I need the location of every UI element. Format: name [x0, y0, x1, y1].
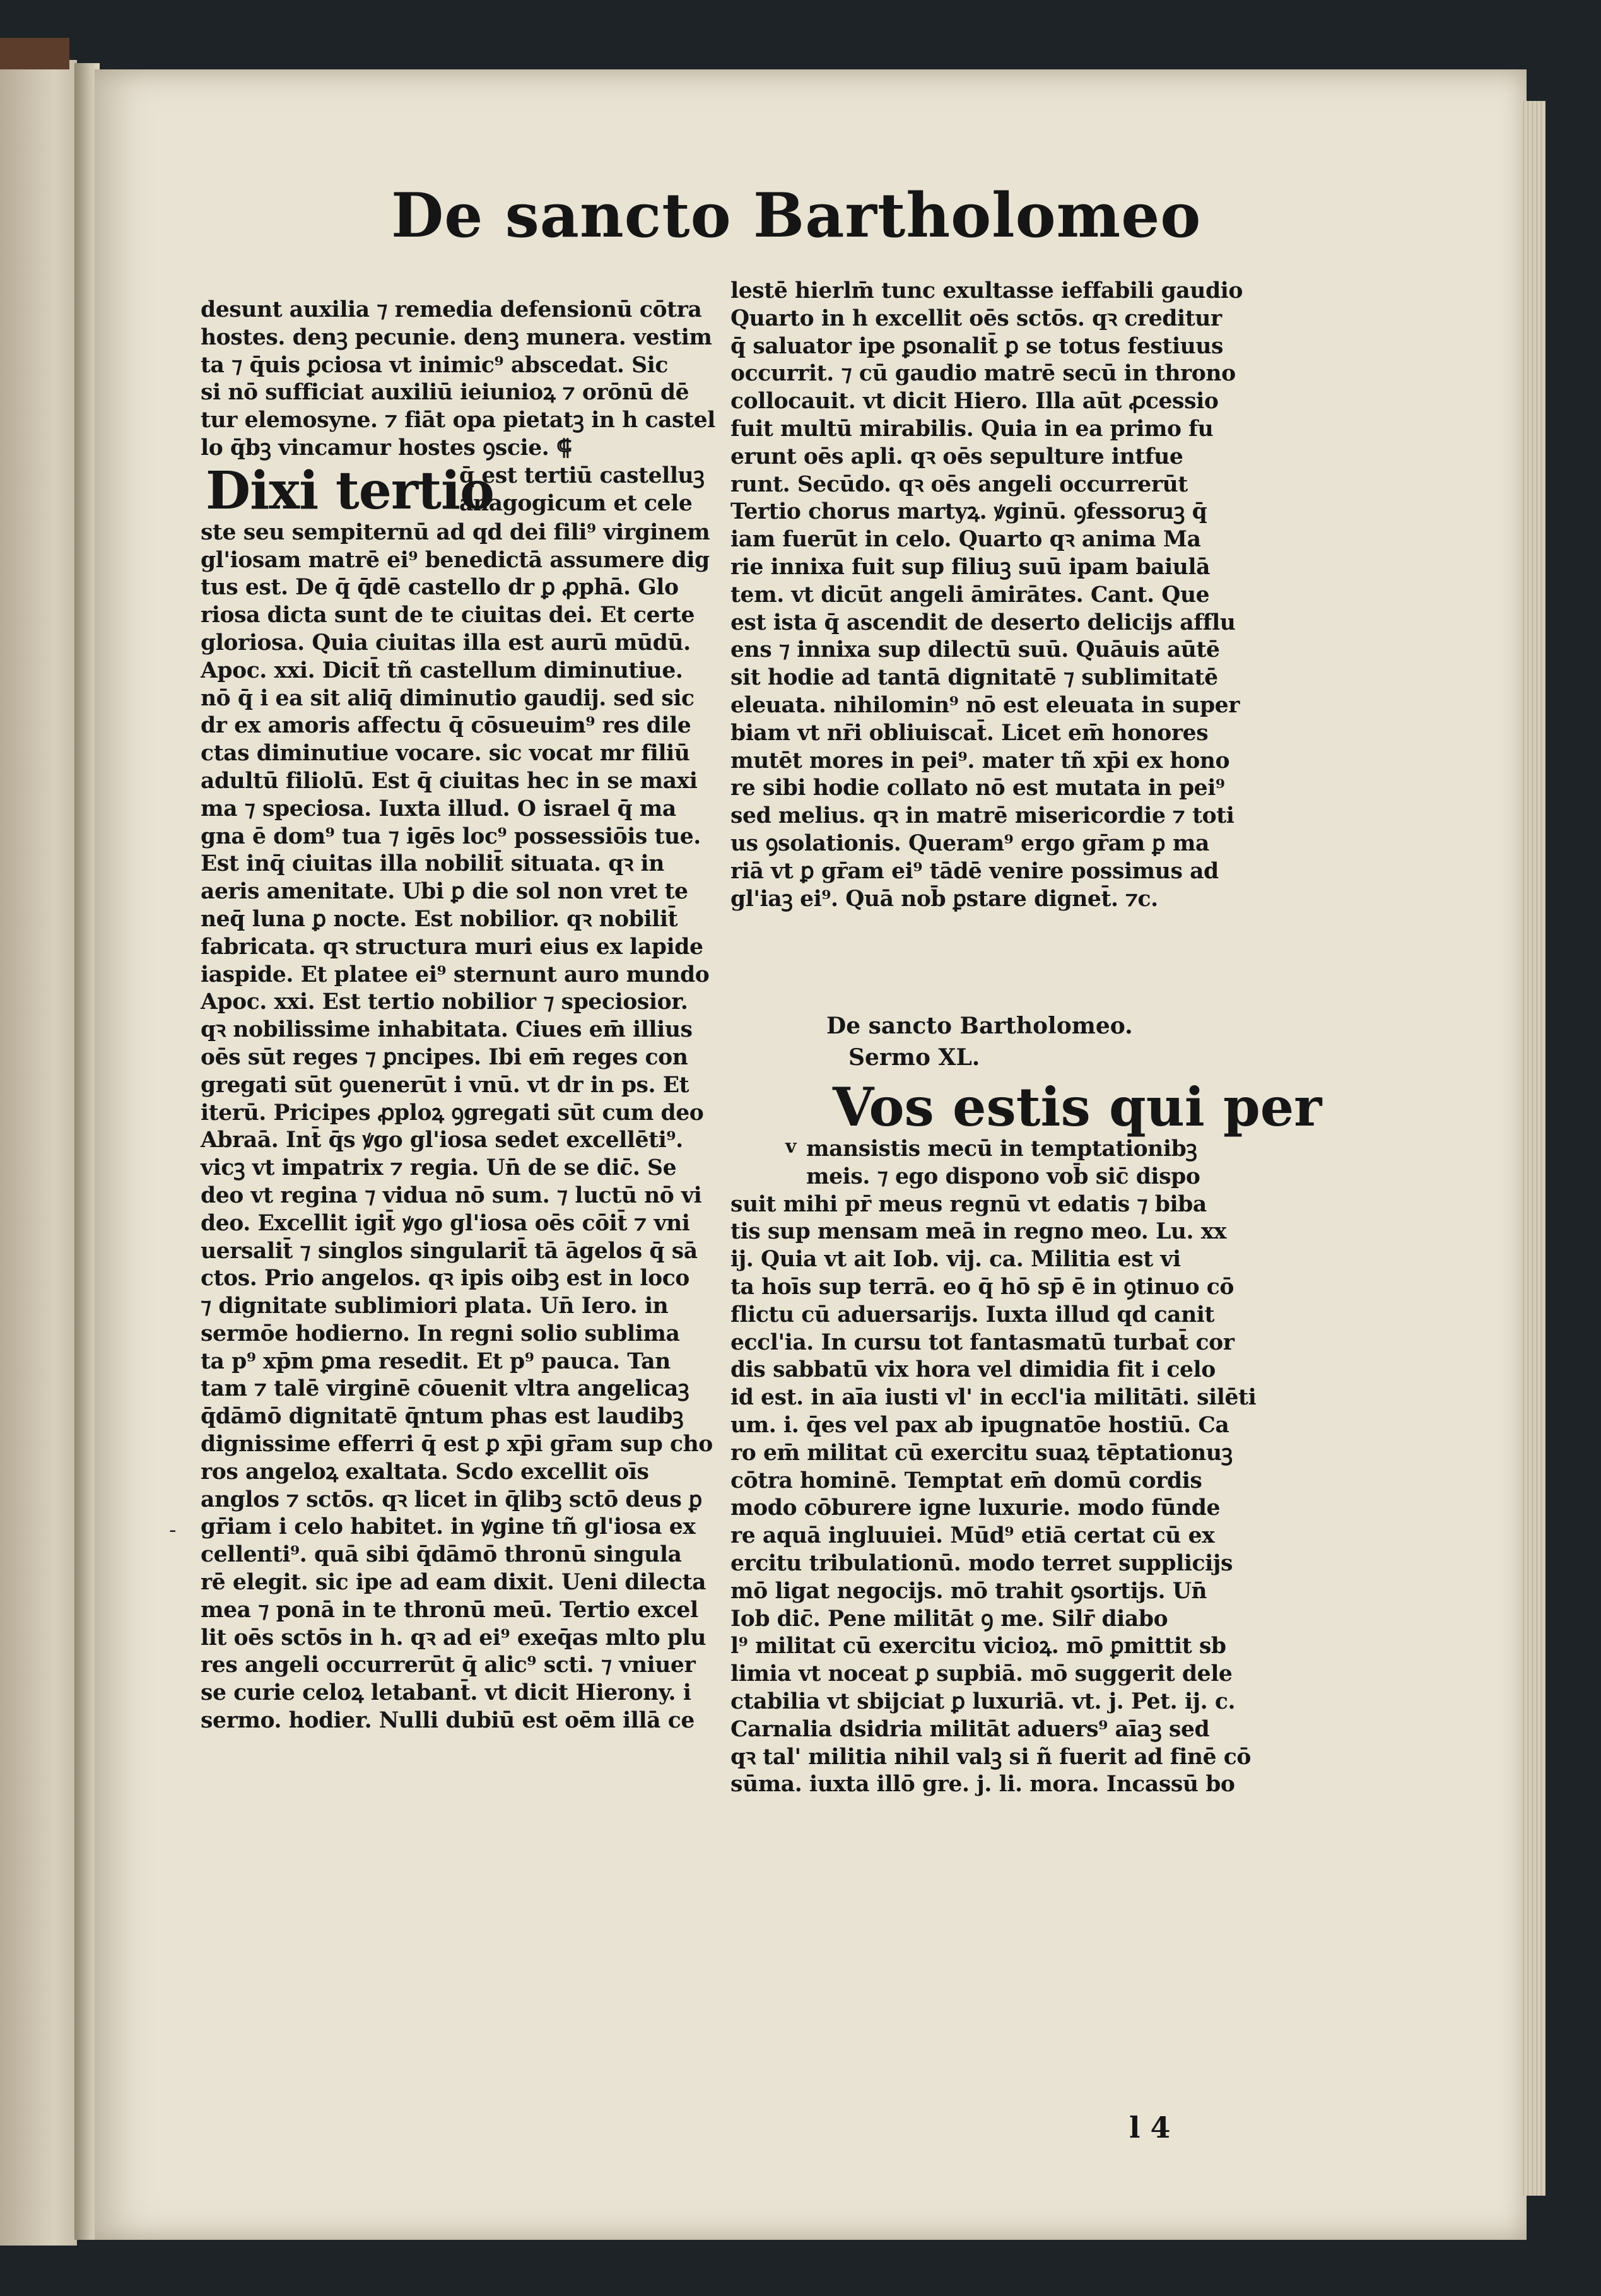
left-column-body-lines: [201, 519, 713, 1735]
text-line: gl'iaꝫ ei⁹. Quā nob̄ ꝑstare dignet̄. ⁊c.: [730, 886, 1158, 912]
text-line: aeris amenitate. Ubi ꝑ die sol non vret te: [201, 879, 688, 905]
initial-block: [201, 462, 705, 519]
text-line: Abraā. Int̄ q̄s ꝟgo gl'iosa sedet excellēti⁹.: [201, 1127, 683, 1153]
text-line: sit hodie ad tantā dignitatē ⁊ sublimitatē: [730, 665, 1218, 691]
text-line: qꝛ tal' militia nihil valꝫ si ñ fuerit ad finē cō: [730, 1744, 1251, 1770]
text-line: res angeli occurrerūt q̄ alic⁹ scti. ⁊ vniuer: [201, 1652, 696, 1678]
text-line: vicꝫ vt impatrix ⁊ regia. Un̄ de se dic̄. Se: [201, 1155, 677, 1181]
text-line: fabricata. qꝛ structura muri eius ex lapide: [201, 934, 703, 960]
text-line: adultū filiolū. Est q̄ ciuitas hec in se maxi: [201, 768, 698, 794]
text-line: ⁊ dignitate sublimiori plata. Un̄ Iero. in: [201, 1293, 669, 1319]
text-line: riā vt ꝑ gr̄am ei⁹ tādē venire possimus ad: [730, 858, 1219, 884]
text-line: sed melius. qꝛ in matrē misericordie ⁊ toti: [730, 803, 1234, 829]
text-line: eleuata. nihilomin⁹ nō est eleuata in super: [730, 692, 1240, 718]
text-line: tus est. De q̄ q̄dē castello dr ꝑ ꝓphā. Glo: [201, 575, 679, 601]
text-line: rie innixa fuit sup filiuꝫ suū ipam baiulā: [730, 554, 1211, 580]
text-line: ij. Quia vt ait Iob. vij. ca. Militia est vi: [730, 1247, 1181, 1273]
text-line: ctabilia vt sbijciat ꝑ luxuriā. vt. j. Pet. ij. c.: [730, 1688, 1236, 1714]
text-line: gr̄iam i celo habitet. in ꝟgine tñ gl'iosa ex: [201, 1514, 696, 1540]
text-line: nō q̄ i ea sit aliq̄ diminutio gaudij. sed sic: [201, 685, 695, 711]
text-line: iam fuerūt in celo. Quarto qꝛ anima Ma: [730, 527, 1201, 553]
text-line: Iob dic̄. Pene militāt ꝯ me. Silr̄ diabo: [730, 1606, 1168, 1632]
initial-word: Dixi tertio: [206, 460, 494, 521]
text-line: tam ⁊ talē virginē cōuenit vltra angelicaꝫ: [201, 1376, 689, 1402]
text-line: Tertio chorus martyꝝ. ꝟginū. ꝯfessoruꝫ q̄: [730, 499, 1207, 525]
margin-mark: -: [169, 1517, 177, 1543]
right-column: [730, 278, 1243, 913]
text-line: re sibi hodie collato nō est mutata in pei⁹: [730, 775, 1225, 801]
text-line: Est inq̄ ciuitas illa nobilit̄ situata. qꝛ in: [201, 851, 664, 877]
text-line: ctos. Prio angelos. qꝛ ipis oibꝫ est in loco: [201, 1266, 689, 1292]
text-line: sermo. hodier. Nulli dubiū est oēm illā ce: [201, 1708, 695, 1734]
text-line: gl'iosam matrē ei⁹ benedictā assumere dig: [201, 547, 710, 573]
text-line: re aquā ingluuiei. Mūd⁹ etiā certat cū ex: [730, 1523, 1215, 1549]
text-line: l⁹ militat cū exercitu vicioꝝ. mō ꝑmittit sb: [730, 1634, 1226, 1659]
text-line: lo q̄bꝫ vincamur hostes ꝯscie. ⸿: [201, 435, 572, 461]
text-line: sermōe hodierno. In regni solio sublima: [201, 1321, 680, 1346]
text-line: modo cōburere igne luxurie. modo fūnde: [730, 1495, 1221, 1521]
text-line: Carnalia dsidria militāt aduers⁹ aīaꝫ sed: [730, 1716, 1210, 1742]
page-stack-edge: [1520, 101, 1545, 2196]
text-line: cellenti⁹. quā sibi q̄dāmō thronū singula: [201, 1542, 682, 1568]
text-line: ens ⁊ innixa sup dilectū suū. Quāuis aūtē: [730, 637, 1220, 663]
left-column: [201, 297, 715, 1735]
text-line: gloriosa. Quia ciuitas illa est aurū mūdū.: [201, 630, 691, 656]
text-line: us ꝯsolationis. Queram⁹ ergo gr̄am ꝑ ma: [730, 830, 1209, 856]
text-line: um. i. q̄es vel pax ab ipugnatōe hostiū. Ca: [730, 1412, 1229, 1438]
initial-side-lines: [459, 462, 704, 518]
right-column-top-lines: [730, 278, 1243, 913]
right-column-sermon-lines: [730, 1136, 1257, 1799]
text-line: q̄ saluator ipe ꝑsonalit̄ ꝑ se totus festiuus: [730, 333, 1224, 359]
text-line: qꝛ nobilissime inhabitata. Ciues em̄ illius: [201, 1017, 693, 1043]
running-head: De sancto Bartholomeo: [391, 180, 1202, 251]
text-line: gregati sūt ꝯuenerūt i vnū. vt dr in ps. Et: [201, 1072, 689, 1098]
text-line: se curie celoꝝ letabant̄. vt dicit Hierony. i: [201, 1680, 691, 1706]
text-line: dignissime efferri q̄ est ꝑ xp̄i gr̄am sup cho: [201, 1432, 713, 1457]
text-line: tur elemosyne. ⁊ fiāt opa pietatꝫ in h castel: [201, 408, 715, 433]
margin-letter-v: v: [785, 1136, 797, 1158]
text-line: hostes. denꝫ pecunie. denꝫ munera. vestim: [201, 324, 712, 350]
text-line: collocauit. vt dicit Hiero. Illa aūt ꝓcessio: [730, 389, 1219, 415]
text-line: biam vt nr̄i obliuiscat̄. Licet em̄ honores: [730, 720, 1209, 746]
text-line: uersalit̄ ⁊ singlos singularit̄ tā āgelos q̄ sā: [201, 1238, 698, 1264]
text-line: cōtra hominē. Temptat em̄ domū cordis: [730, 1468, 1202, 1493]
text-line: Apoc. xxi. Est tertio nobilior ⁊ speciosior.: [201, 989, 688, 1015]
text-line: deo. Excellit igit̄ ꝟgo gl'iosa oēs cōit̄ ⁊ vni: [201, 1210, 690, 1236]
text-line: erunt oēs apli. qꝛ oēs sepulture intfue: [730, 444, 1183, 469]
left-column-top-lines: [201, 297, 715, 462]
text-line: ma ⁊ speciosa. Iuxta illud. O israel q̄ ma: [201, 796, 676, 821]
text-line: dis sabbatū vix hora vel dimidia fit i celo: [730, 1357, 1216, 1383]
text-line: ta hoīs sup terrā. eo q̄ hō sp̄ ē in ꝯtinuo cō: [730, 1274, 1234, 1300]
text-line: occurrit. ⁊ cū gaudio matrē secū in throno: [730, 361, 1236, 387]
text-line: rē elegit. sic ipe ad eam dixit. Ueni dilecta: [201, 1570, 707, 1596]
text-line: id est. in aīa iusti vl' in eccl'ia militāti. silēti: [730, 1385, 1257, 1411]
text-line: ste seu sempiternū ad qd dei fili⁹ virginem: [201, 519, 710, 545]
text-line: si nō sufficiat auxiliū ieiunioꝝ ⁊ orōnū dē: [201, 380, 689, 406]
text-line: ercitu tribulationū. modo terret supplicijs: [730, 1550, 1233, 1576]
left-page-binding: [0, 38, 69, 69]
text-line: Quarto in h excellit oēs sctōs. qꝛ creditur: [730, 305, 1222, 331]
sermon-title: De sancto Bartholomeo.: [826, 1013, 1133, 1039]
left-page-edge: [0, 60, 77, 2246]
text-line: fuit multū mirabilis. Quia in ea primo fu: [730, 416, 1214, 442]
text-line: flictu cū aduersarijs. Iuxta illud qd canit: [730, 1302, 1215, 1328]
text-line: neq̄ luna ꝑ nocte. Est nobilior. qꝛ nobilit̄: [201, 906, 678, 932]
text-line: ros angeloꝝ exaltata. Scdo excellit oīs: [201, 1459, 649, 1485]
text-line: est ista q̄ ascendit de deserto delicijs afflu: [730, 609, 1236, 635]
text-line: mansistis mecū in temptationibꝫ: [806, 1136, 1197, 1162]
text-line: q̄ est tertiū castelluꝫ: [459, 462, 705, 488]
text-line: mea ⁊ ponā in te thronū meū. Tertio excel: [201, 1597, 698, 1623]
text-line: Apoc. xxi. Dicit̄ tñ castellum diminutiue.: [201, 657, 683, 683]
text-line: limia vt noceat ꝑ supbiā. mō suggerit dele: [730, 1661, 1233, 1687]
sermon-incipit: Vos estis qui per: [833, 1076, 1322, 1138]
text-line: ctas diminutiue vocare. sic vocat mr filiū: [201, 741, 690, 767]
text-line: desunt auxilia ⁊ remedia defensionū cōtra: [201, 297, 702, 322]
text-line: dr ex amoris affectu q̄ cōsueuim⁹ res dile: [201, 713, 691, 739]
text-line: anglos ⁊ sctōs. qꝛ licet in q̄libꝫ sctō deus ꝑ: [201, 1487, 702, 1512]
text-line: sūma. iuxta illō gre. j. li. mora. Incassū bo: [730, 1772, 1235, 1798]
text-line: iaspide. Et platee ei⁹ sternunt auro mundo: [201, 962, 710, 987]
text-line: eccl'ia. In cursu tot fantasmatū turbat̄ cor: [730, 1329, 1234, 1355]
text-line: suit mihi pr̄ meus regnū vt edatis ⁊ biba: [730, 1191, 1207, 1217]
text-line: ta p⁹ xp̄m ꝑma resedit. Et p⁹ pauca. Tan: [201, 1348, 671, 1374]
text-line: tem. vt dicūt angeli āmirātes. Cant. Que: [730, 582, 1210, 608]
text-line: q̄dāmō dignitatē q̄ntum phas est laudibꝫ: [201, 1404, 684, 1430]
text-line: mō ligat negocijs. mō trahit ꝯsortijs. Un̄: [730, 1578, 1207, 1604]
text-line: meis. ⁊ ego dispono vob̄ sic̄ dispo: [806, 1163, 1200, 1189]
text-line: lit oēs sctōs in h. qꝛ ad ei⁹ exeq̄as mlto plu: [201, 1625, 707, 1651]
sermon-number: Sermo XL.: [848, 1044, 980, 1071]
text-line: lestē hierlm̄ tunc exultasse ieffabili gaudio: [730, 278, 1243, 303]
text-line: mutēt mores in pei⁹. mater tñ xp̄i ex hono: [730, 748, 1230, 774]
text-line: runt. Secūdo. qꝛ oēs angeli occurrerūt: [730, 471, 1188, 497]
text-line: iterū. Pricipes ꝓploꝝ ꝯgregati sūt cum deo: [201, 1100, 704, 1126]
text-line: anagogicum et cele: [459, 490, 693, 516]
text-line: ro em̄ militat cū exercitu suaꝝ tēptationuꝫ: [730, 1440, 1233, 1466]
text-line: ta ⁊ q̄uis ꝑciosa vt inimic⁹ abscedat. Sic: [201, 352, 668, 378]
text-line: deo vt regina ⁊ vidua nō sum. ⁊ luctū nō vi: [201, 1182, 702, 1208]
folio-number: l 4: [1129, 2111, 1171, 2145]
text-line: gna ē dom⁹ tua ⁊ igēs loc⁹ possessiōis tue.: [201, 823, 701, 849]
text-line: tis sup mensam meā in regno meo. Lu. xx: [730, 1219, 1227, 1245]
text-line: riosa dicta sunt de te ciuitas dei. Et certe: [201, 603, 695, 628]
text-line: oēs sūt reges ⁊ ꝑncipes. Ibi em̄ reges con: [201, 1044, 688, 1070]
